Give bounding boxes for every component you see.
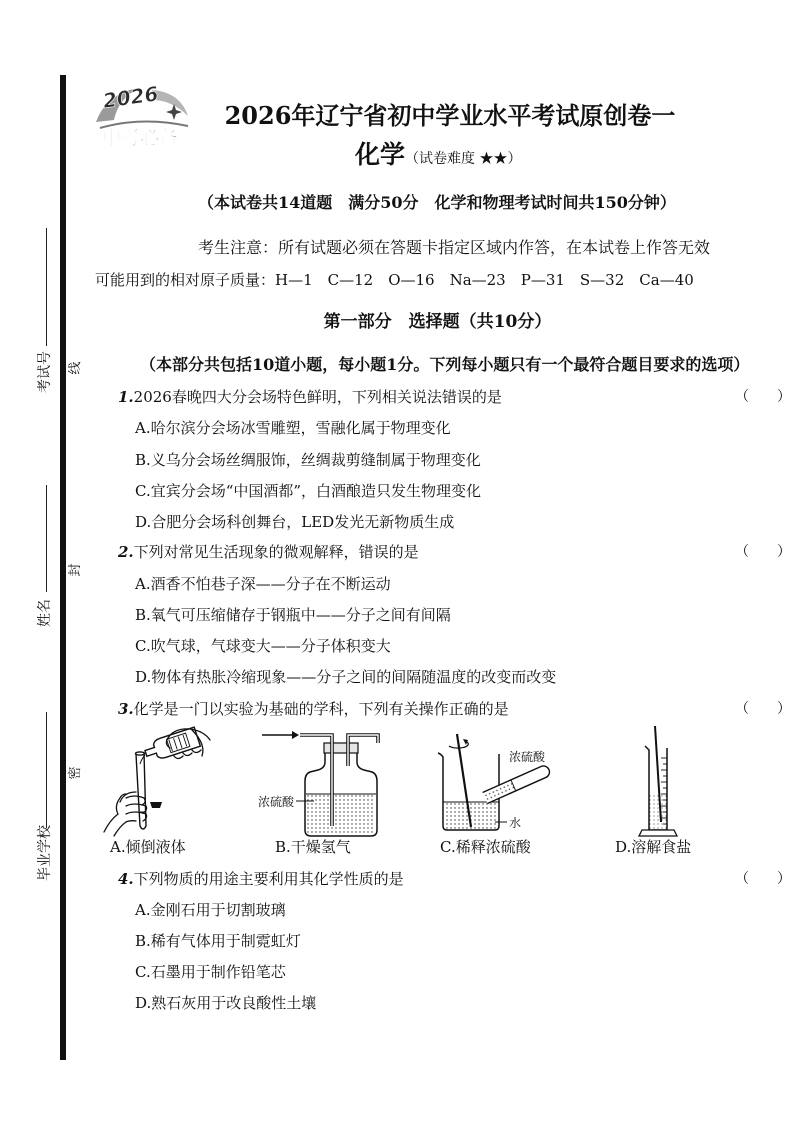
question-text: 下列物质的用途主要利用其化学性质的是 bbox=[133, 870, 404, 888]
question-1-option-b: B.义乌分会场丝绸服饰，丝绸裁剪缝制属于物理变化 bbox=[135, 451, 481, 469]
school-line bbox=[46, 712, 47, 828]
question-4-option-b: B.稀有气体用于制霓虹灯 bbox=[135, 932, 301, 950]
answer-bracket: （ ） bbox=[735, 389, 791, 405]
figure-d-graduated-cylinder bbox=[636, 722, 684, 840]
question-4-stem bbox=[118, 869, 404, 889]
seal-char-line: 线 bbox=[68, 361, 83, 375]
candidate-notice: 考生注意：所有试题必须在答题卡指定区域内作答，在本试卷上作答无效 bbox=[198, 238, 711, 257]
question-1-option-c: C.宜宾分会场“中国酒都”，白酒酿造只发生物理变化 bbox=[135, 482, 482, 500]
question-number: 3. bbox=[118, 700, 134, 718]
question-4-option-d: D.熟石灰用于改良酸性土壤 bbox=[135, 994, 317, 1012]
figure-b-gas-washing-bottle bbox=[258, 726, 382, 842]
water-label: 水 bbox=[509, 816, 522, 830]
cylinder-base bbox=[639, 830, 677, 836]
paper-info: （本试卷共14道题 满分50分 化学和物理考试时间共150分钟） bbox=[198, 193, 676, 212]
question-1-stem bbox=[118, 387, 502, 407]
logo-text: 中考必备 bbox=[102, 127, 179, 149]
figure-b-label: B.干燥氢气 bbox=[275, 838, 351, 856]
test-tube bbox=[136, 752, 147, 829]
reagent-label: 浓硫酸 bbox=[258, 795, 295, 809]
atomic-masses: 可能用到的相对原子质量：H—1 C—12 O—16 Na—23 P—31 S—32 Ca—40 bbox=[95, 271, 694, 289]
subject-line bbox=[355, 140, 521, 174]
question-2-option-a: A.酒香不怕巷子深——分子在不断运动 bbox=[135, 575, 391, 593]
question-3-stem bbox=[118, 699, 509, 719]
gas-washing-bottle bbox=[305, 753, 377, 836]
answer-bracket: （ ） bbox=[735, 544, 791, 560]
school-label: 毕业学校 bbox=[37, 825, 53, 881]
name-label: 姓名 bbox=[37, 599, 53, 627]
figure-c-label: C.稀释浓硫酸 bbox=[440, 838, 531, 856]
question-text: 化学是一门以实验为基础的学科，下列有关操作正确的是 bbox=[133, 700, 509, 718]
exam-number-line bbox=[46, 228, 47, 346]
question-number: 2. bbox=[118, 543, 134, 561]
seal-char-secret: 密 bbox=[68, 766, 83, 780]
logo-year: 2026 bbox=[101, 81, 160, 113]
question-2-stem bbox=[118, 542, 419, 562]
question-2-option-d: D.物体有热胀冷缩现象——分子之间的间隔随温度的改变而改变 bbox=[135, 668, 557, 686]
question-2-option-c: C.吹气球，气球变大——分子体积变大 bbox=[135, 637, 391, 655]
seal-char-seal: 封 bbox=[68, 563, 83, 577]
answer-bracket: （ ） bbox=[735, 701, 791, 717]
question-4-option-c: C.石墨用于制作铅笔芯 bbox=[135, 963, 286, 981]
bottle-stopper bbox=[324, 743, 358, 753]
question-2-option-b: B.氧气可压缩储存于钢瓶中——分子之间有间隔 bbox=[135, 606, 451, 624]
sulfuric-acid-liquid bbox=[307, 794, 375, 834]
reagent-bottle bbox=[143, 727, 201, 763]
figure-d-label: D.溶解食盐 bbox=[615, 838, 692, 856]
difficulty-rating: （试卷难度 ★★） bbox=[405, 151, 522, 167]
bottle-stopper bbox=[150, 802, 162, 808]
acid-test-tube bbox=[483, 764, 552, 803]
reagent-label: 浓硫酸 bbox=[509, 750, 546, 764]
figure-a-label: A.倾倒液体 bbox=[110, 838, 186, 856]
figure-c-diluting-acid bbox=[433, 726, 561, 838]
question-1-option-d: D.合肥分会场科创舞台，LED发光无新物质生成 bbox=[135, 513, 455, 531]
question-text: 2026春晚四大分会场特色鲜明，下列相关说法错误的是 bbox=[133, 388, 502, 406]
paper-title: 2026年辽宁省初中学业水平考试原创卷一 bbox=[224, 101, 676, 130]
subject-title: 化学 bbox=[355, 140, 406, 169]
question-1-option-a: A.哈尔滨分会场冰雪雕塑，雪融化属于物理变化 bbox=[135, 419, 451, 437]
answer-bracket: （ ） bbox=[735, 871, 791, 887]
figure-a-pouring-liquid bbox=[100, 728, 212, 836]
question-text: 下列对常见生活现象的微观解释，错误的是 bbox=[133, 543, 419, 561]
section-title: 第一部分 选择题（共10分） bbox=[323, 312, 552, 332]
question-number: 1. bbox=[118, 388, 134, 406]
question-number: 4. bbox=[118, 870, 134, 888]
logo bbox=[92, 76, 192, 156]
exam-number-label: 考试号 bbox=[37, 351, 53, 393]
question-4-option-a: A.金刚石用于切割玻璃 bbox=[135, 901, 286, 919]
gas-flow-arrow-icon bbox=[262, 731, 299, 739]
name-line bbox=[46, 485, 47, 592]
section-instructions: （本部分共包括10道小题，每小题1分。下列每小题只有一个最符合题目要求的选项） bbox=[140, 355, 750, 374]
